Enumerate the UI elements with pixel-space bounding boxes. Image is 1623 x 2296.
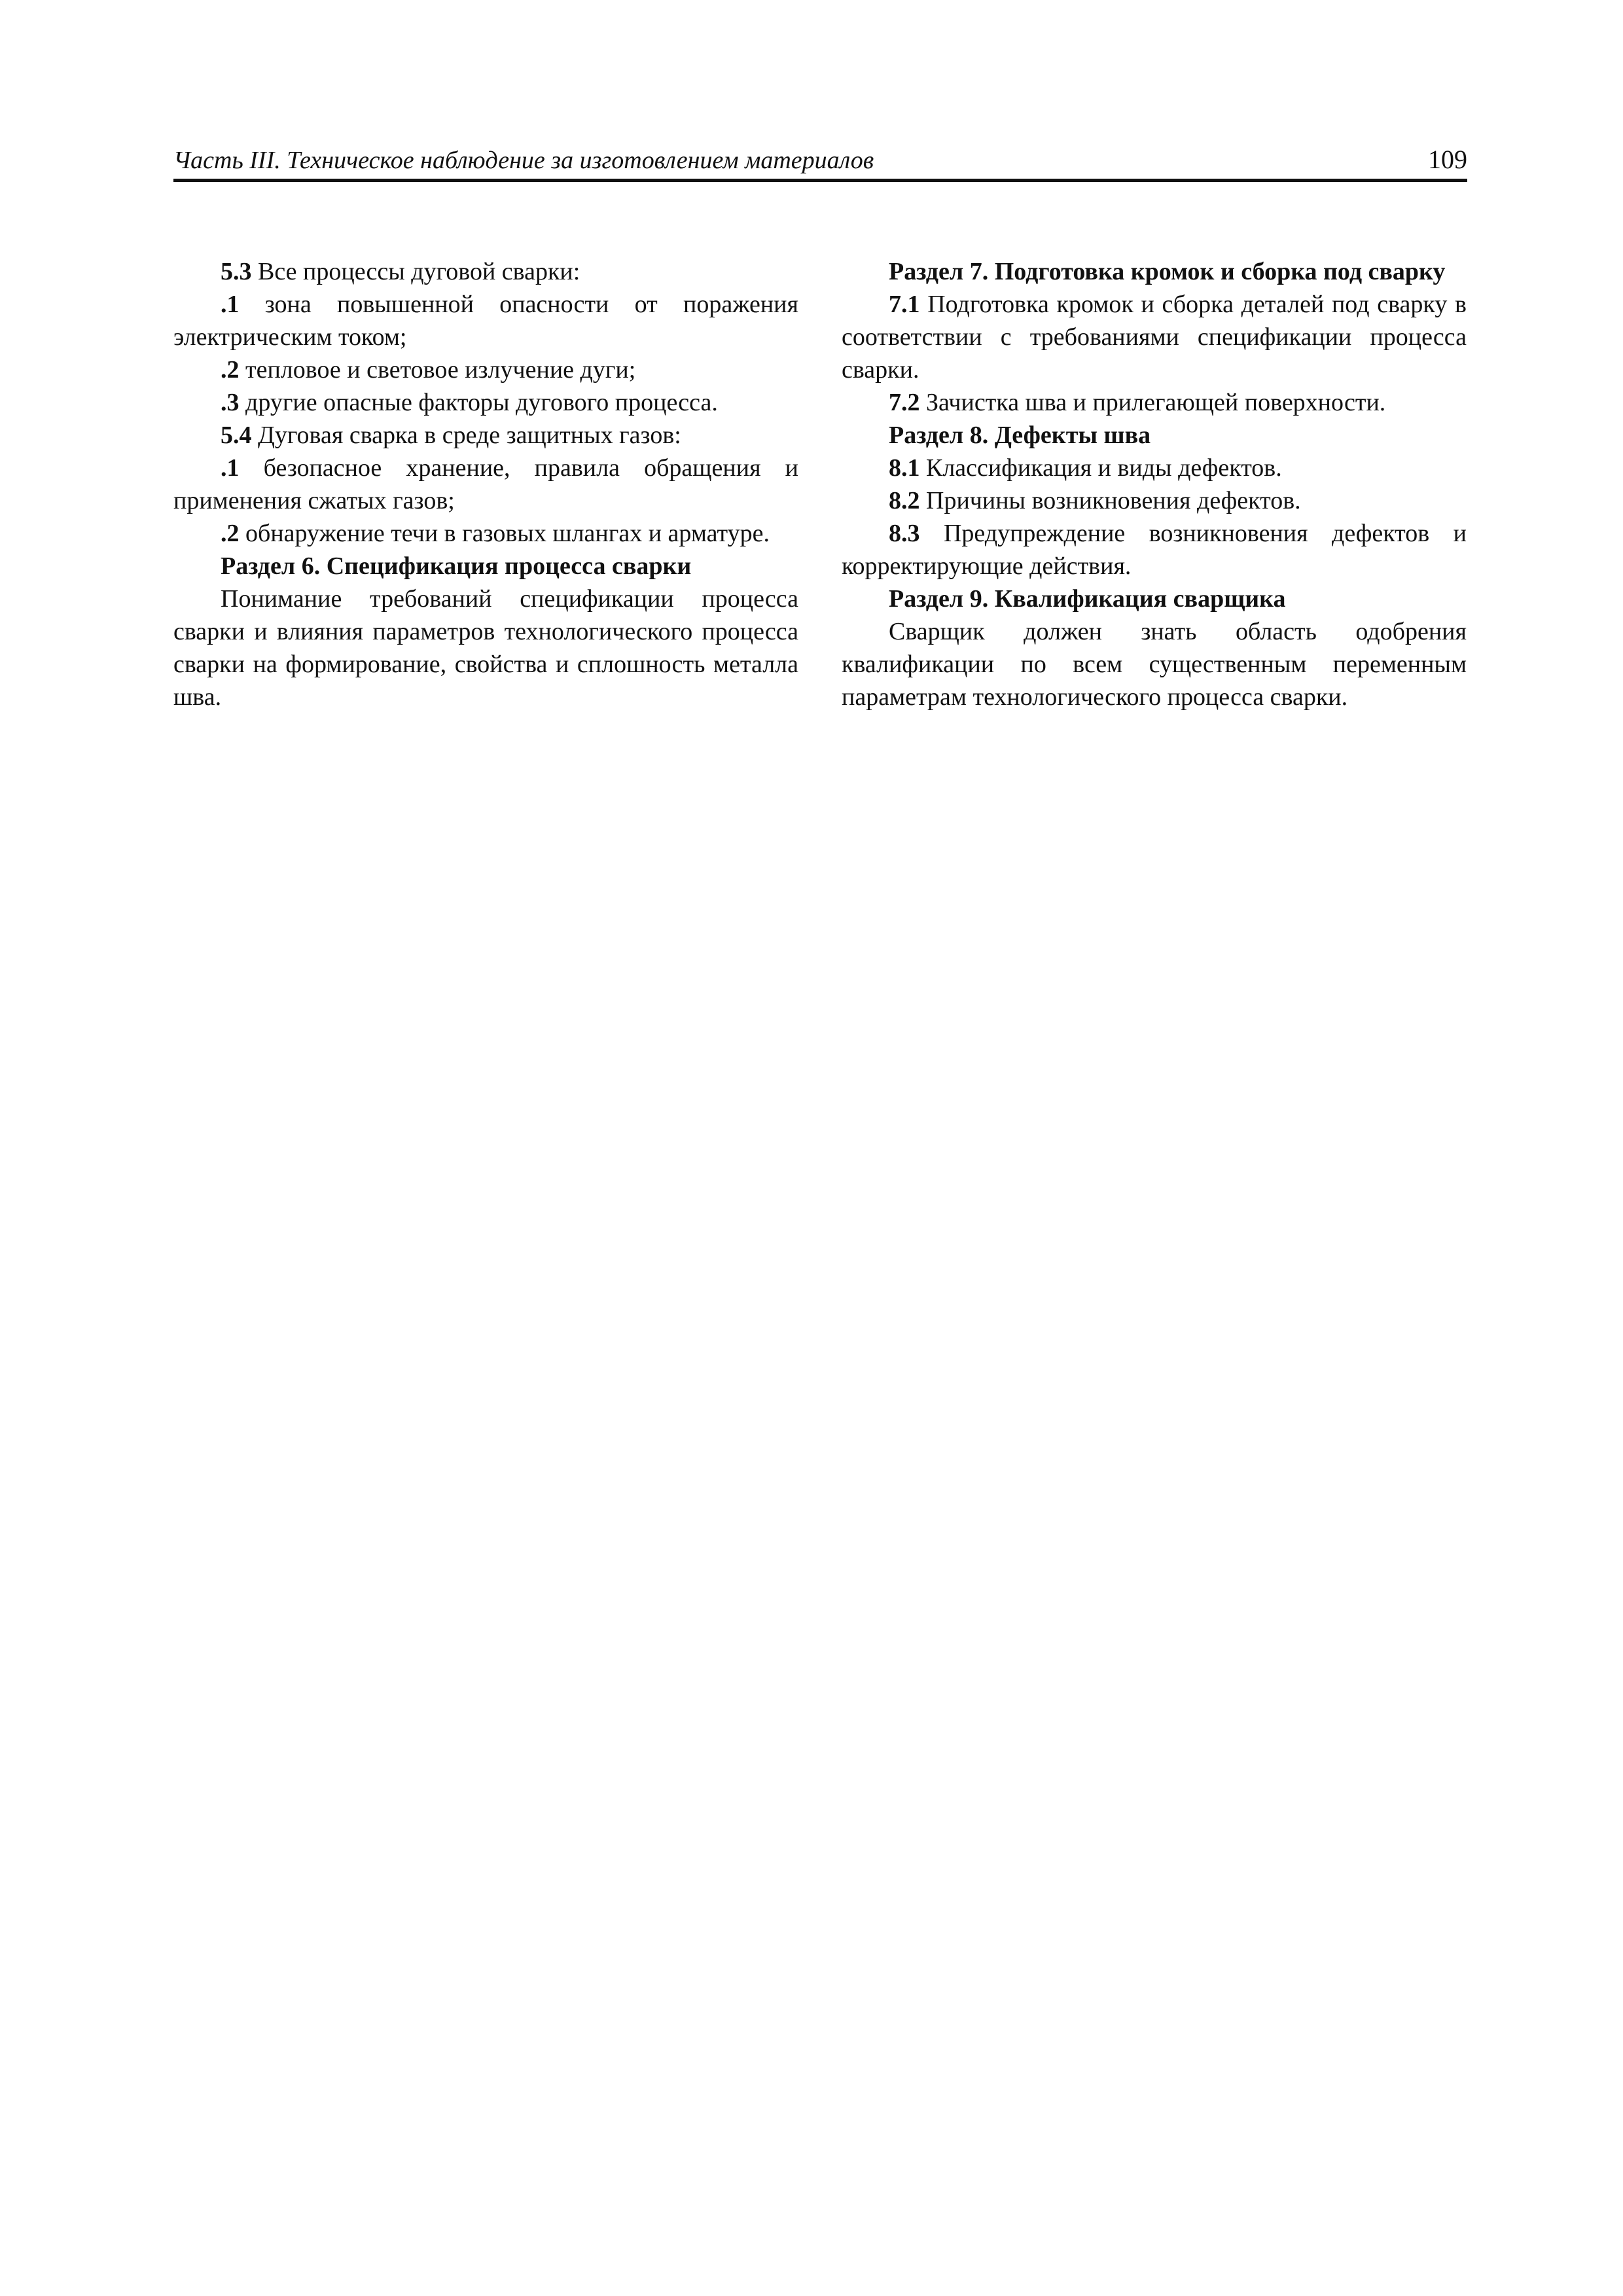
section-6-paragraph: Понимание требований спецификации процесса сварки и влияния параметров технологического процесса сварки на формирование, свойства и сплошность металла шва. xyxy=(173,585,798,711)
section-6-heading: Раздел 6. Спецификация процесса сварки xyxy=(221,552,692,580)
right-column xyxy=(842,255,1467,713)
item-number: 5.3 xyxy=(221,258,252,285)
paragraph-5-4-2 xyxy=(173,517,798,550)
item-text: обнаружение течи в газовых шлангах и арматуре. xyxy=(239,520,770,547)
item-text: Предупреждение возникновения дефектов и корректирующие действия. xyxy=(842,520,1467,580)
section-7-heading: Раздел 7. Подготовка кромок и сборка под сварку xyxy=(889,258,1446,285)
paragraph-8-3 xyxy=(842,517,1467,583)
item-text: безопасное хранение, правила обращения и применения сжатых газов; xyxy=(173,454,798,514)
item-number: 5.4 xyxy=(221,422,252,449)
section-9-heading: Раздел 9. Квалификация сварщика xyxy=(889,585,1286,613)
item-text: Причины возникновения дефектов. xyxy=(919,487,1301,514)
left-column xyxy=(173,255,798,713)
page-number: 109 xyxy=(1428,145,1467,174)
item-number: 7.1 xyxy=(889,291,920,318)
paragraph-5-3-3 xyxy=(173,386,798,419)
item-number: 8.1 xyxy=(889,454,920,482)
paragraph-7-1 xyxy=(842,288,1467,386)
item-number: .2 xyxy=(221,520,240,547)
paragraph-5-4 xyxy=(173,419,798,452)
paragraph-5-3 xyxy=(173,255,798,288)
item-text: Подготовка кромок и сборка деталей под сварку в соответствии с требованиями спецификации процесса сварки. xyxy=(842,291,1467,384)
item-text: Дуговая сварка в среде защитных газов: xyxy=(251,422,681,449)
paragraph-8-1 xyxy=(842,452,1467,484)
paragraph-7-2 xyxy=(842,386,1467,419)
paragraph-5-3-1 xyxy=(173,288,798,353)
item-number: .3 xyxy=(221,389,240,416)
item-number: 7.2 xyxy=(889,389,920,416)
item-number: .1 xyxy=(221,454,240,482)
item-number: 8.2 xyxy=(889,487,920,514)
item-number: .2 xyxy=(221,356,240,384)
item-text: тепловое и световое излучение дуги; xyxy=(239,356,636,384)
item-text: Все процессы дуговой сварки: xyxy=(251,258,580,285)
item-text: Классификация и виды дефектов. xyxy=(919,454,1282,482)
item-number: .1 xyxy=(221,291,240,318)
item-text: зона повышенной опасности от поражения электрическим током; xyxy=(173,291,798,351)
item-number: 8.3 xyxy=(889,520,920,547)
section-9-paragraph: Сварщик должен знать область одобрения квалификации по всем существенным переменным параметрам технологического процесса сварки. xyxy=(842,618,1467,711)
paragraph-5-3-2 xyxy=(173,353,798,386)
item-text: Зачистка шва и прилегающей поверхности. xyxy=(919,389,1386,416)
section-8-heading: Раздел 8. Дефекты шва xyxy=(889,422,1151,449)
paragraph-5-4-1 xyxy=(173,452,798,517)
running-header xyxy=(173,143,1467,182)
header-title: Часть III. Техническое наблюдение за изготовлением материалов xyxy=(173,147,874,174)
paragraph-8-2 xyxy=(842,484,1467,517)
item-text: другие опасные факторы дугового процесса. xyxy=(239,389,718,416)
